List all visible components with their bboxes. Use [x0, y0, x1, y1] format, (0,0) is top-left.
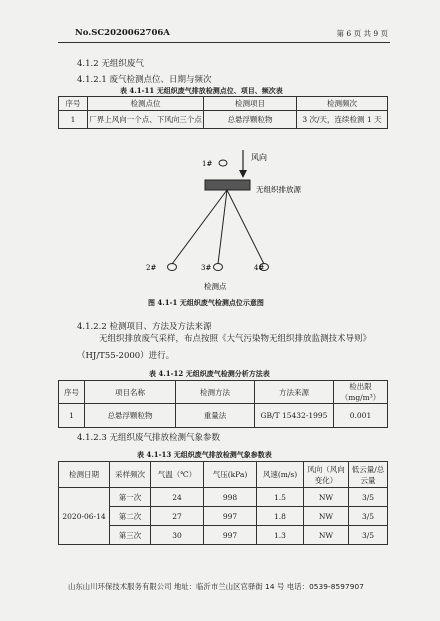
table-cell: 总悬浮颗粒物: [204, 111, 297, 129]
table-header-cell: 风向（风向变化）: [304, 462, 349, 488]
table-header-cell: 采样频次: [110, 462, 151, 488]
figure-caption: 图 4.1-1 无组织废气检测点位示意图: [148, 298, 264, 307]
table-cell: 1.3: [257, 526, 304, 545]
table-cell: NW: [304, 507, 349, 526]
table-header-row: [59, 381, 388, 404]
table-cell: 24: [151, 488, 204, 507]
table-cell: 1.8: [257, 507, 304, 526]
section-heading-4-1-2-2: 4.1.2.2 检测项目、方法及方法来源: [77, 322, 212, 332]
table-cell: 3/5: [349, 507, 388, 526]
table-header-cell: 方法来源: [255, 381, 334, 404]
point-label-2: 2#: [146, 264, 157, 272]
table2: [58, 380, 388, 428]
table-cell-date: 2020-06-14: [59, 488, 110, 545]
section-heading-4-1-2: 4.1.2 无组织废气: [77, 59, 144, 69]
table-cell: 3/5: [349, 526, 388, 545]
table-cell: 第二次: [110, 507, 151, 526]
point-label-4: 4#: [254, 264, 265, 272]
table-cell: 厂界上风向一个点、下风向三个点: [88, 111, 204, 129]
table-header-cell: 检测频次: [297, 97, 388, 111]
table-cell: 30: [151, 526, 204, 545]
table-header-cell: 检测点位: [88, 97, 204, 111]
table-cell: 997: [204, 526, 257, 545]
table-cell: 3 次/天，连续检测 1 天: [297, 111, 388, 129]
table-header-cell: 检测项目: [204, 97, 297, 111]
table-cell: 27: [151, 507, 204, 526]
table-cell: 1.5: [257, 488, 304, 507]
table-row: [59, 404, 388, 428]
table-header-cell: 风速(m/s): [257, 462, 304, 488]
section-heading-4-1-2-3: 4.1.2.3 无组织废气排放检测气象参数: [77, 433, 220, 443]
monitoring-point-1: [219, 160, 227, 166]
table-cell: 998: [204, 488, 257, 507]
table-header-cell: 检测方法: [176, 381, 255, 404]
table-cell: 997: [204, 507, 257, 526]
table-header-row: [59, 462, 388, 488]
table-cell: NW: [304, 526, 349, 545]
table3-caption: 表 4.1-13 无组织废气排放检测气象参数表: [137, 450, 272, 459]
monitoring-point-3: [214, 264, 223, 271]
table-header-cell: 气温（℃）: [151, 462, 204, 488]
table-row: [59, 488, 388, 507]
emission-source-label: 无组织排放源: [256, 185, 301, 194]
monitoring-point-2: [168, 264, 177, 271]
table-header-cell: 序号: [59, 97, 88, 111]
table-header-cell: 气压(kPa): [204, 462, 257, 488]
table-cell: 总悬浮颗粒物: [85, 404, 176, 428]
table-header-cell: 检测日期: [59, 462, 110, 488]
connector-line: [227, 190, 264, 264]
connector-line: [172, 190, 227, 264]
table-cell: 3/5: [349, 488, 388, 507]
table1-caption: 表 4.1-11 无组织废气排放检测点位、项目、频次表: [120, 86, 283, 95]
method-paragraph-line1: 无组织排放废气采样，布点按照《大气污染物无组织排放监测技术导则》: [99, 334, 372, 344]
method-paragraph-line2: （HJ/T55-2000）进行。: [77, 351, 175, 361]
monitoring-point-legend: 检测点: [204, 282, 227, 291]
table-header-cell: 检出限（mg/m³）: [334, 381, 388, 404]
table-header-cell: 低云量/总云量: [349, 462, 388, 488]
table-cell: 第一次: [110, 488, 151, 507]
table-cell: GB/T 15432-1995: [255, 404, 334, 428]
emission-source-block: [205, 180, 250, 190]
wind-arrow-head: [239, 170, 247, 178]
table-cell: 重量法: [176, 404, 255, 428]
point-label-1: 1#: [202, 160, 213, 168]
section-heading-4-1-2-1: 4.1.2.1 废气检测点位、日期与频次: [77, 75, 212, 85]
point-label-3: 3#: [201, 264, 212, 272]
report-number: No.SC2020062706A: [75, 28, 170, 38]
page-footer: 山东山川环保技术服务有限公司 地址：临沂市兰山区官驿街 14 号 电话：0539-8597907: [68, 582, 364, 591]
table2-caption: 表 4.1-12 无组织废气检测分析方法表: [149, 369, 270, 378]
table-cell: 1: [59, 111, 88, 129]
wind-direction-label: 风向: [251, 153, 267, 162]
page-info: 第 6 页 共 9 页: [336, 29, 388, 38]
table-cell: 1: [59, 404, 85, 428]
table-cell: 0.001: [334, 404, 388, 428]
table3: [58, 461, 388, 545]
table-header-cell: 序号: [59, 381, 85, 404]
table-cell: NW: [304, 488, 349, 507]
table-cell: 第三次: [110, 526, 151, 545]
table-header-cell: 项目名称: [85, 381, 176, 404]
